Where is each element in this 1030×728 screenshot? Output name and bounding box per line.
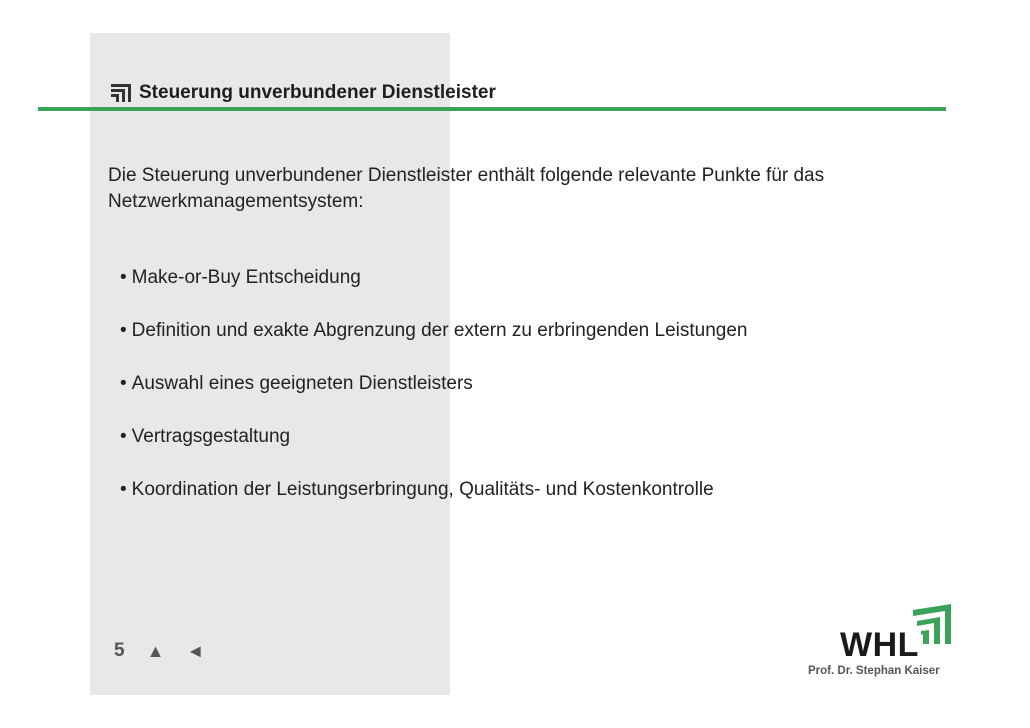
slide-header — [111, 82, 496, 104]
list-item — [120, 266, 747, 319]
list-item — [120, 319, 747, 372]
bullet-dot: • — [120, 479, 127, 500]
header-divider — [38, 107, 946, 111]
list-item-text: Definition und exakte Abgrenzung der extern zu erbringenden Leistungen — [131, 320, 748, 341]
whl-logo-mark-icon — [913, 604, 951, 644]
bullet-dot: • — [120, 373, 127, 394]
list-item — [120, 478, 747, 531]
nav-back-icon[interactable]: ◄ — [186, 640, 205, 661]
intro-paragraph: Die Steuerung unverbundener Dienstleister enthält folgende relevante Punkte für das Netzwerkmanagementsystem: — [108, 165, 825, 212]
bullet-list — [120, 266, 747, 531]
list-item-text: Vertragsgestaltung — [131, 426, 291, 447]
bullet-dot: • — [120, 320, 127, 341]
nav-up-icon[interactable]: ▲ — [146, 640, 165, 661]
bullet-dot: • — [120, 426, 127, 447]
logo-text: WHL — [840, 626, 919, 664]
author-credit: Prof. Dr. Stephan Kaiser — [808, 665, 940, 677]
list-item-text: Auswahl eines geeigneten Dienstleisters — [131, 373, 473, 394]
list-item-text: Make-or-Buy Entscheidung — [131, 267, 361, 288]
list-item — [120, 425, 747, 478]
page-title: Steuerung unverbundener Dienstleister — [139, 82, 496, 103]
bullet-dot: • — [120, 267, 127, 288]
list-item — [120, 372, 747, 425]
whl-mark-icon — [111, 84, 131, 102]
list-item-text: Koordination der Leistungserbringung, Qualitäts- und Kostenkontrolle — [131, 479, 714, 500]
footer-navigation — [114, 640, 204, 662]
page-number: 5 — [114, 640, 125, 661]
